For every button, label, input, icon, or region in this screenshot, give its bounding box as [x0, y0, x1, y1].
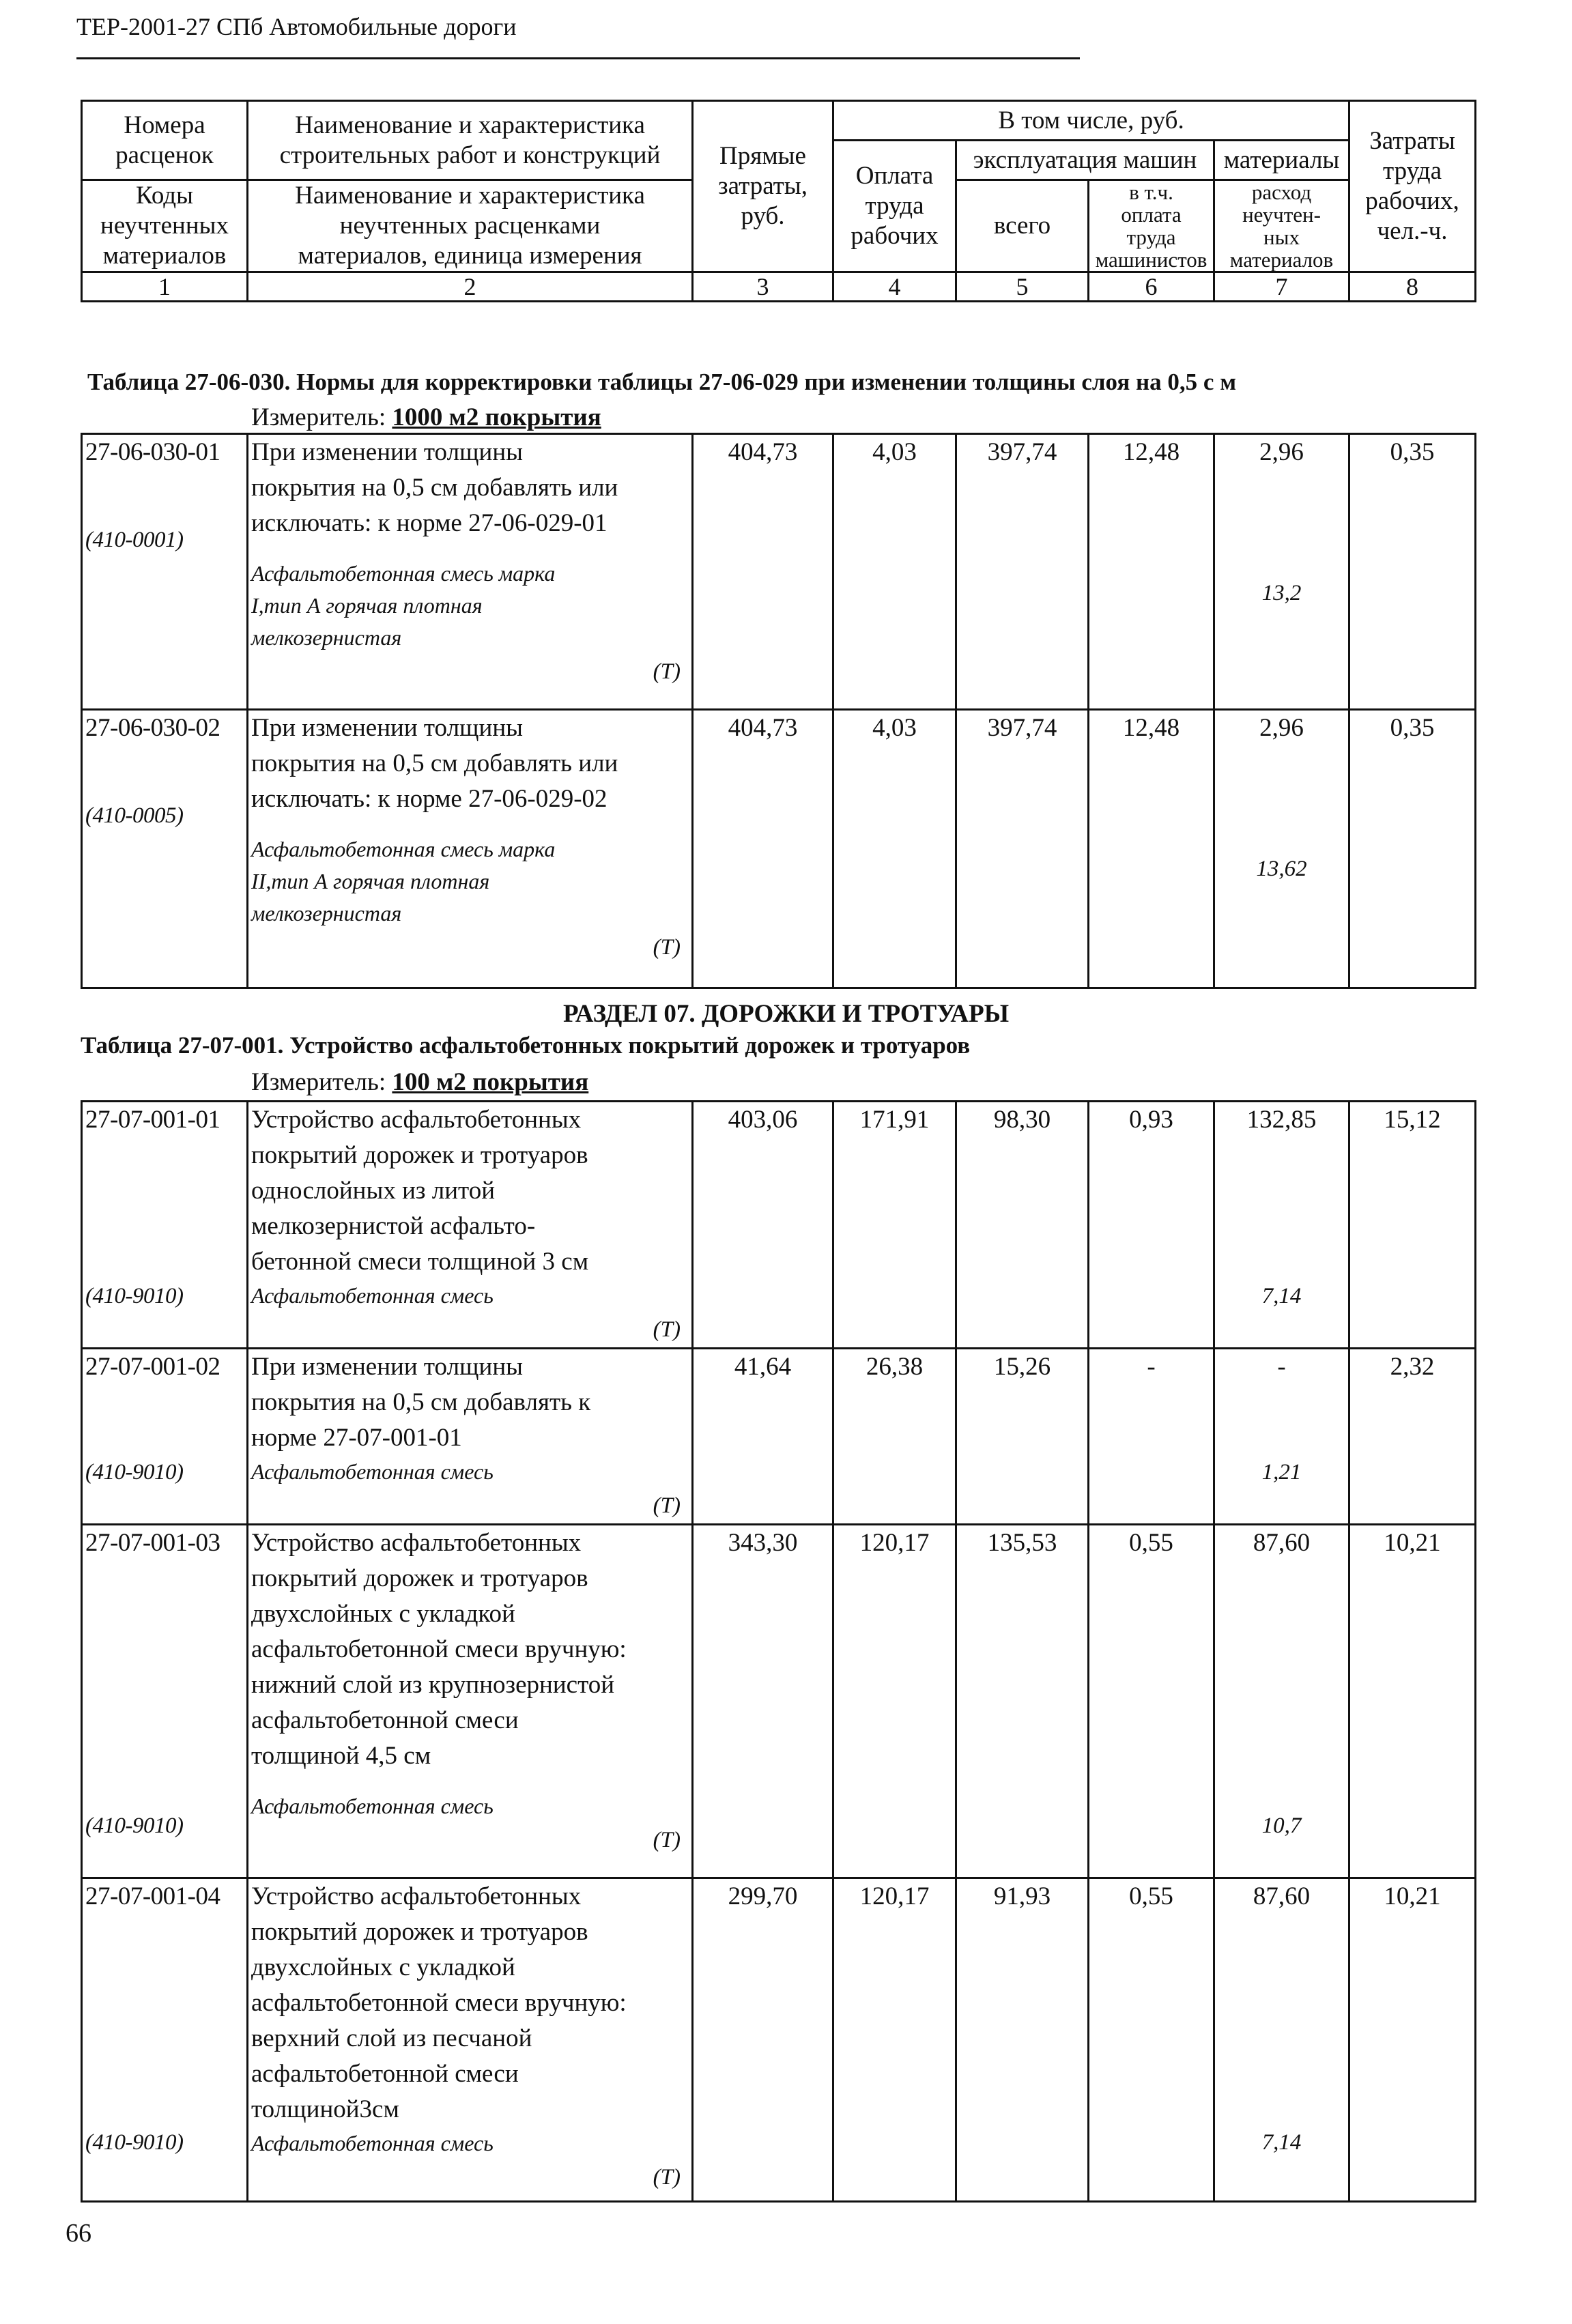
material-code: (410-9010): [85, 2130, 184, 2155]
rate-description-cell: Устройство асфальтобетонных покрытий дорожек и тротуаров двухслойных с укладкой асфальтобетонной смеси вручную: нижний слой из крупнозернистой асфальтобетонной смеси толщиной 4,5 см Асфальтобетонная смесь (Т): [248, 1525, 693, 1878]
tariff-mark: (Т): [653, 2165, 681, 2190]
table-row: [82, 1102, 1476, 1349]
table-row: [82, 1525, 1476, 1878]
col1-bottom-header: Коды неучтенных материалов: [82, 180, 248, 272]
labor-cell: 10,21: [1349, 1878, 1476, 2202]
material-consumption: 1,21: [1261, 1460, 1302, 1484]
table-title: Таблица 27-07-001. Устройство асфальтобетонных покрытий дорожек и тротуаров: [81, 1032, 971, 1059]
machines-cell: 397,74: [956, 710, 1089, 988]
wages-cell: 4,03: [833, 434, 956, 710]
labor-cell: 2,32: [1349, 1349, 1476, 1525]
breakdown-group-header: В том числе, руб.: [833, 101, 1349, 141]
material-code: (410-9010): [85, 1460, 184, 1484]
direct-cost-cell: 343,30: [693, 1525, 833, 1878]
tariff-mark: (Т): [653, 1493, 681, 1518]
materials-cell: 2,96 13,62: [1214, 710, 1349, 988]
direct-cost-cell: 41,64: [693, 1349, 833, 1525]
labor-cell: 10,21: [1349, 1525, 1476, 1878]
direct-cost-cell: 404,73: [693, 710, 833, 988]
rate-description-cell: При изменении толщины покрытия на 0,5 см добавлять или исключать: к норме 27-06-029-02 Асфальтобетонная смесь марка II,тип А горячая плотная мелкозернистая (Т): [248, 710, 693, 988]
tariff-mark: (Т): [653, 1317, 681, 1342]
material-description: Асфальтобетонная смесь: [251, 1283, 494, 1308]
column-header-table: [81, 100, 1476, 302]
rate-code-cell: 27-06-030-02 (410-0005): [82, 710, 248, 988]
direct-cost-cell: 299,70: [693, 1878, 833, 2202]
page-number: 66: [66, 2219, 91, 2248]
col5-header: всего: [956, 180, 1089, 272]
material-description: Асфальтобетонная смесь марка: [251, 561, 556, 586]
material-description: Асфальтобетонная смесь марка: [251, 837, 556, 861]
machines-cell: 91,93: [956, 1878, 1089, 2202]
material-code: (410-9010): [85, 1813, 184, 1838]
table-row: [82, 1878, 1476, 2202]
rate-code-cell: 27-07-001-02 (410-9010): [82, 1349, 248, 1525]
document-header: ТЕР-2001-27 СПб Автомобильные дороги: [76, 13, 517, 40]
machines-group-header: эксплуатация машин: [956, 141, 1214, 180]
col-number: 1: [82, 272, 248, 302]
material-consumption: 7,14: [1261, 2130, 1302, 2155]
material-description: Асфальтобетонная смесь: [251, 1459, 494, 1484]
labor-cell: 15,12: [1349, 1102, 1476, 1349]
operators-cell: 12,48: [1089, 710, 1214, 988]
labor-cell: 0,35: [1349, 434, 1476, 710]
rate-code-cell: 27-07-001-03 (410-9010): [82, 1525, 248, 1878]
material-consumption: 10,7: [1261, 1813, 1302, 1838]
col-number: 3: [693, 272, 833, 302]
col1-top-header: Номера расценок: [82, 101, 248, 180]
table-row: [82, 1349, 1476, 1525]
direct-cost-cell: 403,06: [693, 1102, 833, 1349]
machines-cell: 15,26: [956, 1349, 1089, 1525]
col-number: 6: [1089, 272, 1214, 302]
material-consumption: 13,62: [1256, 857, 1307, 881]
operators-cell: 0,93: [1089, 1102, 1214, 1349]
rate-description-cell: Устройство асфальтобетонных покрытий дорожек и тротуаров двухслойных с укладкой асфальтобетонной смеси вручную: верхний слой из песчаной асфальтобетонной смеси толщиной3см Асфальтобетонная смесь (Т): [248, 1878, 693, 2202]
col-number: 2: [248, 272, 693, 302]
rate-description-cell: При изменении толщины покрытия на 0,5 см добавлять или исключать: к норме 27-06-029-01 Асфальтобетонная смесь марка I,тип А горячая плотная мелкозернистая (Т): [248, 434, 693, 710]
col3-header: Прямые затраты, руб.: [693, 101, 833, 272]
material-code: (410-0005): [85, 803, 184, 828]
materials-cell: 2,96 13,2: [1214, 434, 1349, 710]
materials-cell: 87,60 7,14: [1214, 1878, 1349, 2202]
wages-cell: 120,17: [833, 1525, 956, 1878]
materials-cell: 87,60 10,7: [1214, 1525, 1349, 1878]
wages-cell: 120,17: [833, 1878, 956, 2202]
operators-cell: 0,55: [1089, 1878, 1214, 2202]
table-row: [82, 710, 1476, 988]
col-number: 8: [1349, 272, 1476, 302]
rate-code-cell: 27-07-001-04 (410-9010): [82, 1878, 248, 2202]
rate-description-cell: Устройство асфальтобетонных покрытий дорожек и тротуаров однослойных из литой мелкозернистой асфальто- бетонной смеси толщиной 3 см Асфальтобетонная смесь (Т): [248, 1102, 693, 1349]
materials-group-header: материалы: [1214, 141, 1349, 180]
tariff-mark: (Т): [653, 1828, 681, 1852]
material-code: (410-0001): [85, 528, 184, 552]
machines-cell: 397,74: [956, 434, 1089, 710]
section-title: РАЗДЕЛ 07. ДОРОЖКИ И ТРОТУАРЫ: [562, 1000, 1010, 1028]
col-number: 4: [833, 272, 956, 302]
col-number: 7: [1214, 272, 1349, 302]
col4-header: Оплата труда рабочих: [833, 141, 956, 272]
rate-code-cell: 27-07-001-01 (410-9010): [82, 1102, 248, 1349]
col-number: 5: [956, 272, 1089, 302]
operators-cell: 0,55: [1089, 1525, 1214, 1878]
col6-header: в т.ч. оплата труда машинистов: [1089, 180, 1214, 272]
table-27-07-001: [81, 1100, 1476, 2203]
norms-table-27-06-030: [81, 433, 1476, 989]
wages-cell: 171,91: [833, 1102, 956, 1349]
header-rule: [76, 57, 1080, 59]
table-meter: Измеритель: 1000 м2 покрытия: [251, 403, 601, 431]
wages-cell: 26,38: [833, 1349, 956, 1525]
table-row: [82, 434, 1476, 710]
material-consumption: 7,14: [1261, 1284, 1302, 1308]
materials-cell: - 1,21: [1214, 1349, 1349, 1525]
material-consumption: 13,2: [1261, 581, 1302, 605]
col8-header: Затраты труда рабочих, чел.-ч.: [1349, 101, 1476, 272]
tariff-mark: (Т): [653, 659, 681, 684]
materials-cell: 132,85 7,14: [1214, 1102, 1349, 1349]
operators-cell: 12,48: [1089, 434, 1214, 710]
rate-description-cell: При изменении толщины покрытия на 0,5 см добавлять к норме 27-07-001-01 Асфальтобетонная смесь (Т): [248, 1349, 693, 1525]
table-meter: Измеритель: 100 м2 покрытия: [251, 1068, 589, 1096]
material-code: (410-9010): [85, 1284, 184, 1308]
rate-code-cell: 27-06-030-01 (410-0001): [82, 434, 248, 710]
col2-bottom-header: Наименование и характеристика неучтенных расценками материалов, единица измерения: [248, 180, 693, 272]
direct-cost-cell: 404,73: [693, 434, 833, 710]
material-description: Асфальтобетонная смесь: [251, 1794, 494, 1818]
machines-cell: 135,53: [956, 1525, 1089, 1878]
table-title: Таблица 27-06-030. Нормы для корректировки таблицы 27-06-029 при изменении толщины слоя на 0,5 с м: [87, 369, 1237, 395]
material-description: Асфальтобетонная смесь: [251, 2131, 494, 2155]
labor-cell: 0,35: [1349, 710, 1476, 988]
wages-cell: 4,03: [833, 710, 956, 988]
col2-top-header: Наименование и характеристика строительных работ и конструкций: [248, 101, 693, 180]
col7-header: расход неучтен- ных материалов: [1214, 180, 1349, 272]
tariff-mark: (Т): [653, 935, 681, 960]
machines-cell: 98,30: [956, 1102, 1089, 1349]
operators-cell: -: [1089, 1349, 1214, 1525]
